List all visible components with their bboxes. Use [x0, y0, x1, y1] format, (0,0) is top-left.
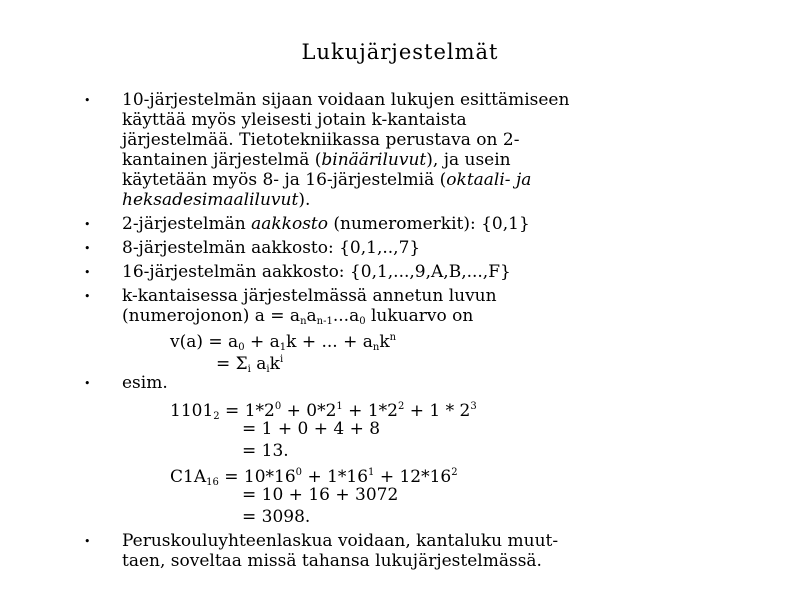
- page-title: Lukujärjestelmät: [301, 40, 499, 64]
- subscript: n: [372, 342, 380, 353]
- bullet: •: [84, 377, 91, 390]
- superscript: 0: [274, 401, 282, 412]
- text-span: = 10*16: [218, 467, 296, 487]
- text-span: = Σ: [216, 354, 248, 374]
- bullet: •: [84, 218, 91, 231]
- text-line: 16-järjestelmän aakkosto: {0,1,...,9,A,B,...,F}: [122, 262, 511, 282]
- superscript: 1: [336, 401, 343, 412]
- formula-line: = 13.: [242, 441, 289, 461]
- text-span: = 1*2: [219, 401, 275, 421]
- subscript: 1: [279, 342, 287, 353]
- text-line: käyttää myös yleisesti jotain k-kantaista: [122, 110, 467, 130]
- text-span: ).: [298, 190, 311, 210]
- text-span: + 1*16: [302, 467, 369, 487]
- bullet: •: [84, 535, 91, 548]
- subscript: n: [300, 316, 307, 327]
- text-line: järjestelmää. Tietotekniikassa perustava on 2-: [122, 130, 520, 150]
- italic-term: binääriluvut: [321, 150, 427, 170]
- text-span: ...a: [332, 306, 360, 326]
- text-span: a: [306, 306, 317, 326]
- text-span: k: [379, 332, 390, 352]
- text-line: k-kantaisessa järjestelmässä annetun luvun: [122, 286, 497, 306]
- text-line: Peruskouluyhteenlaskua voidaan, kantaluku muut-: [122, 531, 559, 551]
- text-span: v(a) = a: [170, 332, 239, 352]
- text-span: + 1 * 2: [404, 401, 471, 421]
- text-span: (numeromerkit): {0,1}: [328, 214, 530, 234]
- formula-line: [216, 349, 283, 381]
- superscript: i: [279, 354, 284, 365]
- text-span: 1101: [170, 401, 214, 421]
- bullet: •: [84, 266, 91, 279]
- text-line: [122, 189, 310, 211]
- text-span: kantainen järjestelmä (: [122, 150, 322, 170]
- text-span: + 0*2: [281, 401, 337, 421]
- italic-term: heksadesimaaliluvut: [122, 190, 299, 210]
- text-span: + 12*16: [374, 467, 452, 487]
- text-line: esim.: [122, 373, 168, 393]
- text-span: k + ... + a: [286, 332, 373, 352]
- text-line: taen, soveltaa missä tahansa lukujärjestelmässä.: [122, 551, 542, 571]
- subscript: 2: [213, 411, 220, 422]
- superscript: 1: [368, 467, 375, 478]
- superscript: 2: [397, 401, 405, 412]
- text-span: a: [250, 354, 267, 374]
- text-span: (numerojonon) a = a: [122, 306, 301, 326]
- bullet: •: [84, 290, 91, 303]
- text-span: ), ja usein: [426, 150, 511, 170]
- superscript: 2: [451, 467, 458, 478]
- subscript: n-1: [316, 316, 333, 327]
- text-span: + 1*2: [342, 401, 398, 421]
- superscript: n: [389, 332, 397, 343]
- subscript: i: [266, 364, 270, 375]
- subscript: i: [247, 364, 251, 375]
- text-line: [122, 213, 530, 235]
- formula-line: = 1 + 0 + 4 + 8: [242, 419, 381, 439]
- italic-term: oktaali- ja: [446, 170, 532, 190]
- superscript: 0: [295, 467, 303, 478]
- text-span: + a: [244, 332, 280, 352]
- text-span: k: [269, 354, 280, 374]
- bullet: •: [84, 242, 91, 255]
- text-line: [122, 169, 531, 191]
- text-line: 8-järjestelmän aakkosto: {0,1,..,7}: [122, 238, 421, 258]
- italic-term: aakkosto: [251, 214, 328, 234]
- text-span: käytetään myös 8- ja 16-järjestelmiä (: [122, 170, 447, 190]
- formula-line: = 3098.: [242, 507, 311, 527]
- text-line: 10-järjestelmän sijaan voidaan lukujen esittämiseen: [122, 90, 570, 110]
- subscript: 0: [359, 316, 366, 327]
- superscript: 3: [470, 401, 477, 412]
- subscript: 16: [206, 477, 219, 488]
- text-span: C1A: [170, 467, 207, 487]
- text-line: [122, 149, 511, 171]
- text-span: lukuarvo on: [365, 306, 474, 326]
- formula-line: = 10 + 16 + 3072: [242, 485, 399, 505]
- text-span: 2-järjestelmän: [122, 214, 252, 234]
- bullet: •: [84, 94, 91, 107]
- subscript: 0: [238, 342, 245, 353]
